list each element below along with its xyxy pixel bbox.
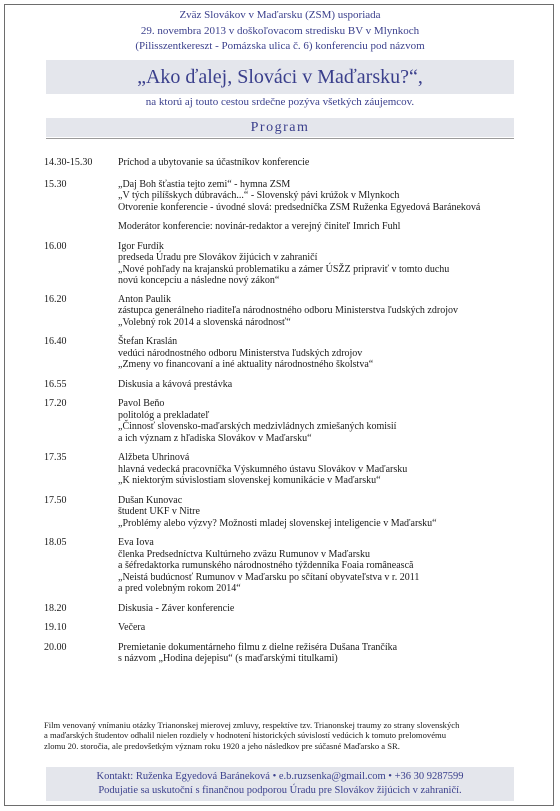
schedule-line: Premietanie dokumentárneho filmu z dielne režiséra Dušana Trančíka [118, 641, 398, 653]
schedule-row [44, 294, 524, 329]
schedule-time: 19.10 [44, 622, 67, 633]
schedule-row [44, 379, 524, 391]
schedule-line: „Zmeny vo financovaní a iné aktuality národnostného školstva“ [118, 359, 374, 370]
schedule-time: 18.05 [44, 537, 67, 548]
schedule-row [44, 221, 524, 233]
schedule-details [118, 336, 524, 371]
schedule-line: Pavol Beňo [118, 398, 165, 409]
schedule-details [118, 179, 524, 214]
schedule-line: vedúci národnostného odboru Ministerstva ľudských zdrojov [118, 347, 363, 359]
schedule-details [118, 495, 524, 530]
schedule-time: 16.55 [44, 378, 67, 390]
invitation-header [0, 8, 560, 55]
header-line-date-venue: 29. novembra 2013 v doškoľovacom stredisku BV v Mlynkoch [140, 24, 420, 37]
footer-support: Podujatie sa uskutoční s finančnou podporou Úradu pre Slovákov žijúcich v zahraničí. [98, 785, 462, 796]
schedule-line: politológ a prekladateľ [118, 409, 210, 421]
schedule-row [44, 495, 524, 530]
schedule-row [44, 452, 524, 487]
program-divider [46, 138, 514, 139]
schedule-line: zástupca generálneho riaditeľa národnostného odboru Ministerstva ľudských zdrojov [118, 305, 458, 316]
program-heading: Program [46, 118, 514, 137]
schedule-details [118, 157, 524, 169]
schedule-details [118, 537, 524, 595]
schedule-row [44, 157, 524, 169]
schedule-time: 16.00 [44, 240, 67, 252]
schedule-line: „Neistá budúcnosť Rumunov v Maďarsku po sčítaní obyvateľstva v r. 2011 [118, 571, 420, 583]
schedule-row [44, 537, 524, 595]
schedule-line: Diskusia - Záver konferencie [118, 602, 235, 614]
schedule-line: Večera [118, 622, 146, 633]
schedule-details [118, 379, 524, 391]
schedule-row [44, 398, 524, 444]
schedule-time: 16.20 [44, 293, 67, 305]
schedule-details [118, 622, 524, 634]
program-schedule [44, 149, 524, 665]
schedule-line: „V tých pilíšskych dúbravách...“ - Slovenský pávi krúžok v Mlynkoch [118, 190, 400, 201]
schedule-details [118, 603, 524, 615]
schedule-row [44, 241, 524, 287]
schedule-line: novú koncepciu a následne nový zákon“ [118, 275, 280, 286]
schedule-line: Príchod a ubytovanie sa účastníkov konferencie [118, 157, 310, 168]
film-note-line: a maďarských študentov odhalil nielen rozdiely v hodnotení historických súvislostí vedúcich k tomuto prelomovému [44, 730, 446, 741]
schedule-line: Otvorenie konferencie - úvodné slová: predsedníčka ZSM Ruženka Egyedová Baráneková [118, 201, 481, 213]
schedule-line: Štefan Kraslán [118, 336, 178, 347]
schedule-line: a pred volebným rokom 2014“ [118, 583, 241, 594]
schedule-row [44, 603, 524, 615]
schedule-time: 20.00 [44, 641, 67, 653]
schedule-line: „Daj Boh šťastia tejto zemi“ - hymna ZSM [118, 178, 291, 190]
schedule-time: 17.20 [44, 398, 67, 409]
conference-title: „Ako ďalej, Slováci v Maďarsku?“, [46, 60, 514, 94]
schedule-row [44, 642, 524, 665]
footer-band [46, 767, 514, 801]
schedule-row [44, 179, 524, 214]
schedule-line: Diskusia a kávová prestávka [118, 378, 233, 390]
schedule-time: 18.20 [44, 602, 67, 614]
film-note [44, 720, 524, 751]
schedule-line: predseda Úradu pre Slovákov žijúcich v zahraničí [118, 252, 318, 263]
schedule-time: 16.40 [44, 336, 67, 347]
schedule-line: Dušan Kunovac [118, 494, 183, 506]
film-note-line: zlomu 20. storočia, ale predovšetkým význam roku 1920 a jeho následkov pre súčasné Maďarsko a SR. [44, 740, 400, 751]
header-line-address: (Pilisszentkereszt - Pomázska ulica č. 6) konferenciu pod názvom [135, 40, 425, 52]
invitation-line: na ktorú aj touto cestou srdečne pozýva všetkých záujemcov. [145, 96, 415, 108]
schedule-time [44, 221, 118, 233]
schedule-line: študent UKF v Nitre [118, 506, 200, 517]
schedule-row [44, 336, 524, 371]
schedule-line: „Činnosť slovensko-maďarských medzivládnych zmiešaných komisií [118, 421, 397, 432]
schedule-details [118, 642, 524, 665]
schedule-line: „Volebný rok 2014 a slovenská národnosť“ [118, 316, 291, 328]
schedule-line: členka Predsedníctva Kultúrneho zväzu Rumunov v Maďarsku [118, 548, 370, 560]
schedule-line: s názvom „Hodina dejepisu“ (s maďarskými titulkami) [118, 653, 338, 664]
schedule-line: Moderátor konferencie: novinár-redaktor a verejný činiteľ Imrich Fuhl [118, 221, 401, 232]
footer-contact: Kontakt: Ruženka Egyedová Baráneková • e.b.ruzsenka@gmail.com • +36 30 9287599 [96, 771, 464, 782]
schedule-line: Eva Iova [118, 537, 154, 548]
schedule-line: Anton Paulik [118, 293, 172, 305]
schedule-time: 15.30 [44, 178, 67, 190]
schedule-details [118, 241, 524, 287]
schedule-details [118, 294, 524, 329]
schedule-line: Alžbeta Uhrinová [118, 452, 190, 463]
schedule-details [118, 221, 524, 233]
schedule-line: Igor Furdík [118, 240, 164, 252]
schedule-time: 14.30-15.30 [44, 157, 93, 168]
schedule-details [118, 398, 524, 444]
header-line-organizer: Zväz Slovákov v Maďarsku (ZSM) usporiada [179, 9, 381, 21]
schedule-line: a ich význam z hľadiska Slovákov v Maďarsku“ [118, 432, 312, 444]
schedule-line: „K niektorým súvislostiam slovenskej komunikácie v Maďarsku“ [118, 475, 381, 486]
schedule-time: 17.50 [44, 494, 67, 506]
schedule-line: „Problémy alebo výzvy? Možnosti mladej slovenskej inteligencie v Maďarsku“ [118, 517, 437, 529]
schedule-row [44, 622, 524, 634]
schedule-line: „Nové pohľady na krajanskú problematiku a zámer ÚSŽZ pripraviť v tomto duchu [118, 263, 450, 275]
schedule-time: 17.35 [44, 452, 67, 463]
film-note-line: Film venovaný vnímaniu otázky Trianonskej mierovej zmluvy, respektíve tzv. Trianonskej traumy zo strany slovenských [44, 720, 460, 730]
schedule-details [118, 452, 524, 487]
schedule-line: hlavná vedecká pracovníčka Výskumného ústavu Slovákov v Maďarsku [118, 463, 408, 475]
schedule-line: a šéfredaktorka rumunského národnostného týždenníka Foaia românească [118, 560, 414, 571]
